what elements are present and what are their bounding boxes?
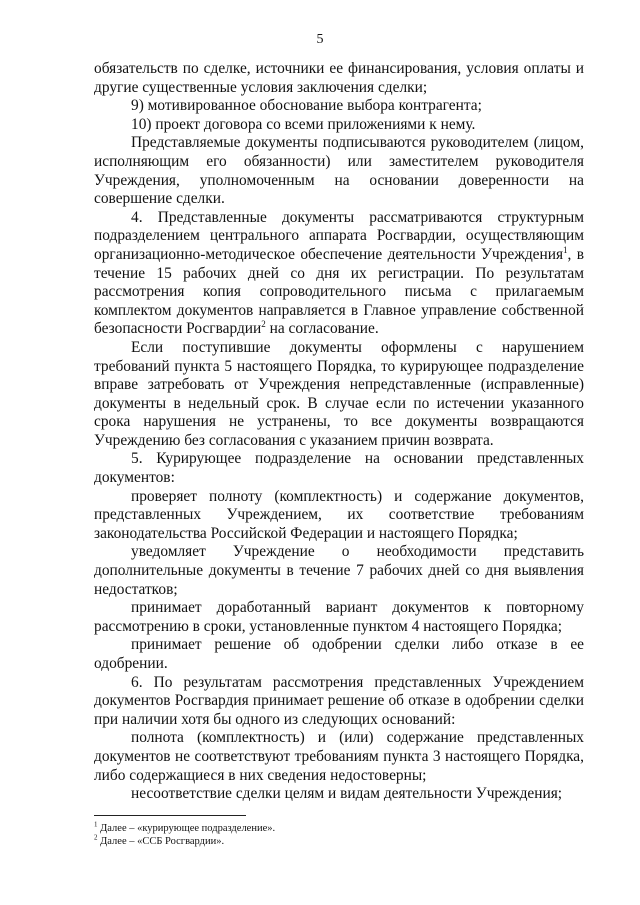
paragraph: 10) проект договора со всеми приложениями к нему. (131, 115, 476, 133)
paragraph-text: , в течение 15 рабочих дней со дня их регистрации. По результатам рассмотрения копия сопроводительного письма с прилагаемым комплектом документов направляется в Главное управление собственной безопасности Росгвардии (94, 245, 584, 338)
page-number: 5 (316, 32, 324, 47)
footnote (94, 822, 584, 835)
document-body (94, 60, 584, 804)
paragraph: Представляемые документы подписываются руководителем (лицом, исполняющим его обязанности) или заместителем руководителя Учреждения, уполномоченным на основании доверенности на совершение сделки. (94, 134, 584, 208)
paragraph: принимает доработанный вариант документов к повторному рассмотрению в сроки, установленные пунктом 4 настоящего Порядка; (94, 599, 584, 635)
footnotes (94, 822, 584, 848)
paragraph: Если поступившие документы оформлены с нарушением требований пункта 5 настоящего Порядка, то курирующее подразделение вправе затребовать от Учреждения непредставленные (исправленные) документы в недельный срок. В случае если по истечении указанного срока нарушения не устранены, то все документы возвращаются Учреждению без согласования с указанием причин возврата. (94, 338, 584, 449)
paragraph: обязательств по сделке, источники ее финансирования, условия оплаты и другие существенные условия заключения сделки; (94, 60, 584, 96)
paragraph: полнота (комплектность) и (или) содержание представленных документов не соответствуют требованиям пункта 3 настоящего Порядка, либо содержащиеся в них сведения недостоверны; (94, 729, 584, 784)
footnote-text: Далее – «ССБ Росгвардии». (97, 836, 225, 847)
paragraph: принимает решение об одобрении сделки либо отказе в ее одобрении. (94, 636, 584, 672)
paragraph-text: 4. Представленные документы рассматриваются структурным подразделением центрального аппарата Росгвардии, осуществляющим организационно-методическое обеспечение деятельности Учреждения (94, 208, 584, 263)
paragraph-item-5: 5. Курирующее подразделение на основании представленных документов: (94, 450, 584, 487)
footnote-reference: 2 (261, 319, 266, 330)
paragraph: 9) мотивированное обоснование выбора контрагента; (131, 97, 482, 115)
paragraph-text: на согласование. (265, 320, 379, 338)
footnote-mark: 1 (94, 820, 98, 829)
footnote-divider (94, 815, 246, 816)
footnote-reference: 1 (563, 244, 568, 255)
paragraph: несоответствие сделки целям и видам деятельности Учреждения; (131, 785, 563, 803)
paragraph: уведомляет Учреждение о необходимости представить дополнительные документы в течение 7 рабочих дней со дня выявления недостатков; (94, 543, 584, 598)
footnote-text: Далее – «курирующее подразделение». (97, 823, 276, 834)
paragraph-item-6: 6. По результатам рассмотрения представленных Учреждением документов Росгвардия принимает решение об отказе в одобрении сделки при наличии хотя бы одного из следующих оснований: (94, 673, 584, 728)
paragraph-item-4 (94, 209, 584, 339)
paragraph: проверяет полноту (комплектность) и содержание документов, представленных Учреждением, их соответствие требованиям законодательства Российской Федерации и настоящего Порядка; (94, 487, 584, 542)
footnote-mark: 2 (94, 833, 98, 842)
footnote (94, 835, 584, 848)
